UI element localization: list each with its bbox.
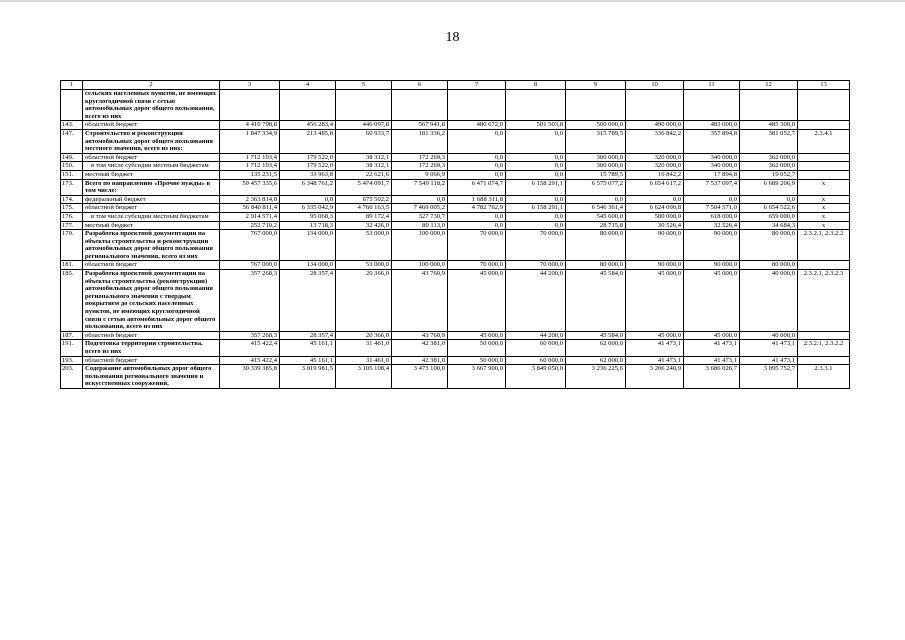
value-cell: 28 715,8 xyxy=(566,221,626,230)
value-cell: 0,0 xyxy=(448,170,506,179)
value-cell: 80 000,0 xyxy=(740,230,798,261)
value-cell: 41 473,1 xyxy=(740,356,798,365)
code-cell xyxy=(798,261,850,270)
value-cell: 1 712 103,4 xyxy=(220,162,280,171)
value-cell: 1 712 103,4 xyxy=(220,153,280,162)
code-cell: x xyxy=(798,221,850,230)
value-cell: 80 000,0 xyxy=(566,261,626,270)
value-cell: 45 000,0 xyxy=(626,270,684,332)
row-number: 173. xyxy=(61,179,83,195)
value-cell xyxy=(448,90,506,121)
value-cell: 320 000,0 xyxy=(626,162,684,171)
value-cell: 0,0 xyxy=(448,129,506,153)
code-cell: 2.3.2.1, 2.3.2.3 xyxy=(798,270,850,332)
row-name: областной бюджет xyxy=(83,153,220,162)
table-row xyxy=(61,179,850,195)
value-cell xyxy=(566,90,626,121)
value-cell: 340 000,0 xyxy=(684,153,740,162)
value-cell: 0,0 xyxy=(448,153,506,162)
row-name: областной бюджет xyxy=(83,261,220,270)
column-header: 5 xyxy=(336,81,392,90)
code-cell: x xyxy=(798,204,850,213)
table-row xyxy=(61,212,850,221)
row-number: 185. xyxy=(61,270,83,332)
row-name: местный бюджет xyxy=(83,170,220,179)
code-cell: 2.3.3.1 xyxy=(798,365,850,389)
value-cell: 43 760,9 xyxy=(392,270,448,332)
row-number: 143. xyxy=(61,121,83,130)
value-cell: 135 231,5 xyxy=(220,170,280,179)
value-cell: 3 473 100,0 xyxy=(392,365,448,389)
table-row xyxy=(61,230,850,261)
value-cell: 446 097,8 xyxy=(336,121,392,130)
value-cell: 6 471 074,7 xyxy=(448,179,506,195)
table-row xyxy=(61,356,850,365)
column-header: 6 xyxy=(392,81,448,90)
value-cell: 7 549 118,2 xyxy=(392,179,448,195)
value-cell: 95 068,3 xyxy=(280,212,336,221)
value-cell: 767 000,0 xyxy=(220,230,280,261)
row-number: 187. xyxy=(61,331,83,340)
value-cell: 483 000,0 xyxy=(684,121,740,130)
value-cell: 485 300,0 xyxy=(740,121,798,130)
value-cell: 100 000,0 xyxy=(392,230,448,261)
value-cell: 31 461,0 xyxy=(336,340,392,356)
value-cell: 62 000,0 xyxy=(566,356,626,365)
code-cell xyxy=(798,356,850,365)
value-cell: 19 052,7 xyxy=(740,170,798,179)
row-name: в том числе субсидии местным бюджетам xyxy=(83,162,220,171)
code-cell: x xyxy=(798,212,850,221)
value-cell: 4 410 798,8 xyxy=(220,121,280,130)
code-cell xyxy=(798,162,850,171)
column-header: 1 xyxy=(61,81,83,90)
row-name: Разработка проектной документации на объекты строительства (реконструкции) автомобильных дорог общего пользования регионального значения с твердым покрытием до сельских населенных пунктов, не имеющих круглогодичной связи с сетью автомобильных дорог общего пользования, всего из них xyxy=(83,270,220,332)
value-cell xyxy=(220,90,280,121)
value-cell: 3 236 225,6 xyxy=(566,365,626,389)
value-cell: 100 000,0 xyxy=(392,261,448,270)
column-header: 12 xyxy=(740,81,798,90)
budget-table xyxy=(60,80,850,389)
table-row xyxy=(61,261,850,270)
value-cell: 3 105 108,4 xyxy=(336,365,392,389)
value-cell: 675 502,2 xyxy=(336,195,392,204)
value-cell: 567 941,8 xyxy=(392,121,448,130)
value-cell: 60 000,0 xyxy=(506,356,566,365)
row-name: Всего по направлению «Прочие нужды» в том числе: xyxy=(83,179,220,195)
value-cell: 1 847 334,9 xyxy=(220,129,280,153)
value-cell: 4 766 163,5 xyxy=(336,204,392,213)
row-number: 174. xyxy=(61,195,83,204)
row-number: 175. xyxy=(61,204,83,213)
value-cell: 0,0 xyxy=(506,153,566,162)
value-cell: 0,0 xyxy=(280,195,336,204)
row-number: 177. xyxy=(61,221,83,230)
value-cell: 62 000,0 xyxy=(566,340,626,356)
code-cell xyxy=(798,170,850,179)
value-cell: 300 000,0 xyxy=(566,162,626,171)
row-name: областной бюджет xyxy=(83,204,220,213)
value-cell: 6 546 361,4 xyxy=(566,204,626,213)
value-cell xyxy=(740,90,798,121)
value-cell: 134 000,0 xyxy=(280,261,336,270)
value-cell: 45 584,0 xyxy=(566,331,626,340)
value-cell: 45 161,1 xyxy=(280,356,336,365)
value-cell: 70 000,0 xyxy=(448,261,506,270)
value-cell: 89 172,4 xyxy=(336,212,392,221)
value-cell: 618 000,0 xyxy=(684,212,740,221)
table-row xyxy=(61,121,850,130)
row-name: Содержание автомобильных дорог общего пользования регионального значения и искусственных сооружений, xyxy=(83,365,220,389)
value-cell: 28 357,4 xyxy=(280,270,336,332)
row-name: Подготовка территории строительства, всего из них xyxy=(83,340,220,356)
value-cell: 41 473,1 xyxy=(626,356,684,365)
value-cell: 0,0 xyxy=(684,195,740,204)
value-cell: 41 473,1 xyxy=(684,356,740,365)
column-header: 4 xyxy=(280,81,336,90)
header-row xyxy=(61,81,850,90)
column-header: 11 xyxy=(684,81,740,90)
column-header: 10 xyxy=(626,81,684,90)
value-cell: 50 000,0 xyxy=(448,340,506,356)
value-cell: 17 894,8 xyxy=(684,170,740,179)
row-number: 181. xyxy=(61,261,83,270)
value-cell: 80 113,0 xyxy=(392,221,448,230)
value-cell: 6 575 077,2 xyxy=(566,179,626,195)
value-cell: 45 000,0 xyxy=(448,331,506,340)
value-cell: 362 000,0 xyxy=(740,162,798,171)
value-cell: 41 473,1 xyxy=(740,340,798,356)
value-cell: 60 933,7 xyxy=(336,129,392,153)
value-cell: 659 000,0 xyxy=(740,212,798,221)
row-name: Строительство и реконструкция автомобильных дорог общего пользования местного значения, всего из них: xyxy=(83,129,220,153)
table-row xyxy=(61,365,850,389)
value-cell: 0,0 xyxy=(506,195,566,204)
value-cell: 0,0 xyxy=(506,212,566,221)
table-row xyxy=(61,195,850,204)
value-cell: 172 269,3 xyxy=(392,162,448,171)
value-cell: 31 461,0 xyxy=(336,356,392,365)
value-cell: 32 526,4 xyxy=(684,221,740,230)
value-cell: 59 457 335,6 xyxy=(220,179,280,195)
value-cell: 0,0 xyxy=(626,195,684,204)
value-cell: 3 019 981,5 xyxy=(280,365,336,389)
value-cell: 53 000,0 xyxy=(336,261,392,270)
value-cell: 0,0 xyxy=(392,195,448,204)
value-cell: 42 381,0 xyxy=(392,340,448,356)
row-number xyxy=(61,90,83,121)
value-cell: 70 000,0 xyxy=(448,230,506,261)
value-cell: 480 672,0 xyxy=(448,121,506,130)
value-cell: 80 000,0 xyxy=(740,261,798,270)
value-cell: 252 710,2 xyxy=(220,221,280,230)
code-cell: x xyxy=(798,195,850,204)
row-name: областной бюджет xyxy=(83,331,220,340)
value-cell: 40 000,0 xyxy=(740,270,798,332)
value-cell: 0,0 xyxy=(506,162,566,171)
value-cell: 300 000,0 xyxy=(566,153,626,162)
value-cell: 0,0 xyxy=(506,129,566,153)
value-cell: 9 066,9 xyxy=(392,170,448,179)
top-rule xyxy=(0,0,905,2)
value-cell: 90 000,0 xyxy=(684,261,740,270)
table-row xyxy=(61,129,850,153)
value-cell: 6 624 090,8 xyxy=(626,204,684,213)
table-row xyxy=(61,90,850,121)
row-name: областной бюджет xyxy=(83,356,220,365)
value-cell: 357 268,3 xyxy=(220,331,280,340)
row-name: сельских населенных пунктов, не имеющих круглогодичной связи с сетью автомобильных дорог общего пользования, всего из них xyxy=(83,90,220,121)
row-number: 179. xyxy=(61,230,83,261)
table-row xyxy=(61,270,850,332)
value-cell: 0,0 xyxy=(448,221,506,230)
value-cell: 56 840 811,4 xyxy=(220,204,280,213)
value-cell: 53 000,0 xyxy=(336,230,392,261)
value-cell: 20 366,0 xyxy=(336,331,392,340)
value-cell: 45 000,0 xyxy=(684,270,740,332)
code-cell xyxy=(798,153,850,162)
value-cell: 5 474 091,7 xyxy=(336,179,392,195)
value-cell: 767 000,0 xyxy=(220,261,280,270)
value-cell: 50 000,0 xyxy=(448,356,506,365)
value-cell: 2 914 571,4 xyxy=(220,212,280,221)
value-cell: 1 688 311,8 xyxy=(448,195,506,204)
value-cell xyxy=(336,90,392,121)
value-cell: 134 000,0 xyxy=(280,230,336,261)
value-cell: 415 422,4 xyxy=(220,340,280,356)
row-number: 150. xyxy=(61,162,83,171)
value-cell: 70 000,0 xyxy=(506,230,566,261)
value-cell: 15 789,5 xyxy=(566,170,626,179)
table-row xyxy=(61,221,850,230)
column-header: 3 xyxy=(220,81,280,90)
value-cell: 3 206 240,9 xyxy=(626,365,684,389)
value-cell: 32 426,0 xyxy=(336,221,392,230)
row-name: в том числе субсидии местным бюджетам xyxy=(83,212,220,221)
code-cell xyxy=(798,90,850,121)
value-cell: 0,0 xyxy=(506,170,566,179)
value-cell: 6 335 042,9 xyxy=(280,204,336,213)
value-cell: 7 537 097,4 xyxy=(684,179,740,195)
value-cell: 3 686 026,7 xyxy=(684,365,740,389)
code-cell xyxy=(798,331,850,340)
value-cell xyxy=(280,90,336,121)
value-cell: 415 422,4 xyxy=(220,356,280,365)
page-number: 18 xyxy=(445,30,460,45)
value-cell: 0,0 xyxy=(448,212,506,221)
table-row xyxy=(61,170,850,179)
value-cell: 340 000,0 xyxy=(684,162,740,171)
row-number: 149. xyxy=(61,153,83,162)
table-row xyxy=(61,331,850,340)
row-number: 203. xyxy=(61,365,83,389)
value-cell: 545 600,0 xyxy=(566,212,626,221)
value-cell: 381 052,7 xyxy=(740,129,798,153)
value-cell: 4 782 762,9 xyxy=(448,204,506,213)
value-cell: 90 000,0 xyxy=(626,230,684,261)
value-cell: 6 348 761,2 xyxy=(280,179,336,195)
value-cell: 6 654 617,2 xyxy=(626,179,684,195)
value-cell: 315 789,5 xyxy=(566,129,626,153)
row-number: 193. xyxy=(61,356,83,365)
row-number: 147. xyxy=(61,129,83,153)
table-row xyxy=(61,340,850,356)
table-body xyxy=(61,90,850,389)
value-cell: 38 312,1 xyxy=(336,153,392,162)
value-cell: 580 000,0 xyxy=(626,212,684,221)
value-cell: 181 336,2 xyxy=(392,129,448,153)
value-cell: 42 381,0 xyxy=(392,356,448,365)
value-cell: 80 000,0 xyxy=(566,230,626,261)
value-cell: 44 200,0 xyxy=(506,270,566,332)
value-cell: 34 684,3 xyxy=(740,221,798,230)
value-cell: 179 522,0 xyxy=(280,162,336,171)
value-cell: 40 000,0 xyxy=(740,331,798,340)
table-row xyxy=(61,204,850,213)
value-cell: 3 095 752,7 xyxy=(740,365,798,389)
value-cell: 6 158 291,1 xyxy=(506,179,566,195)
value-cell: 43 760,9 xyxy=(392,331,448,340)
row-number: 151. xyxy=(61,170,83,179)
value-cell: 45 000,0 xyxy=(448,270,506,332)
value-cell: 320 000,0 xyxy=(626,153,684,162)
row-number: 176. xyxy=(61,212,83,221)
code-cell: 2.3.2.1, 2.3.2.2 xyxy=(798,340,850,356)
value-cell: 3 849 050,0 xyxy=(506,365,566,389)
value-cell: 6 689 206,9 xyxy=(740,179,798,195)
column-header: 13 xyxy=(798,81,850,90)
value-cell: 7 504 571,0 xyxy=(684,204,740,213)
value-cell: 44 200,0 xyxy=(506,331,566,340)
value-cell: 30 526,4 xyxy=(626,221,684,230)
value-cell xyxy=(392,90,448,121)
value-cell: 6 654 522,6 xyxy=(740,204,798,213)
value-cell: 41 473,1 xyxy=(684,340,740,356)
value-cell xyxy=(684,90,740,121)
value-cell: 0,0 xyxy=(740,195,798,204)
column-header: 7 xyxy=(448,81,506,90)
value-cell: 6 158 291,1 xyxy=(506,204,566,213)
value-cell xyxy=(626,90,684,121)
value-cell: 45 584,0 xyxy=(566,270,626,332)
row-name: федеральный бюджет xyxy=(83,195,220,204)
table-row xyxy=(61,162,850,171)
value-cell: 0,0 xyxy=(506,221,566,230)
row-name: областной бюджет xyxy=(83,121,220,130)
value-cell: 500 000,0 xyxy=(566,121,626,130)
value-cell: 30 339 385,8 xyxy=(220,365,280,389)
value-cell: 336 842,2 xyxy=(626,129,684,153)
value-cell: 22 621,6 xyxy=(336,170,392,179)
value-cell: 0,0 xyxy=(566,195,626,204)
value-cell: 90 000,0 xyxy=(684,230,740,261)
row-number: 191. xyxy=(61,340,83,356)
code-cell: x xyxy=(798,179,850,195)
value-cell: 90 000,0 xyxy=(626,261,684,270)
value-cell: 179 522,0 xyxy=(280,153,336,162)
value-cell: 3 667 900,0 xyxy=(448,365,506,389)
value-cell: 60 000,0 xyxy=(506,340,566,356)
code-cell: 2.3.2.1, 2.3.2.2 xyxy=(798,230,850,261)
value-cell: 13 718,3 xyxy=(280,221,336,230)
value-cell: 0,0 xyxy=(448,162,506,171)
value-cell: 362 000,0 xyxy=(740,153,798,162)
row-name: местный бюджет xyxy=(83,221,220,230)
value-cell: 357 894,8 xyxy=(684,129,740,153)
value-cell: 357 268,3 xyxy=(220,270,280,332)
row-name: Разработка проектной документации на объекты строительства и реконструкции автомобильных дорог общего пользования регионального значения, всего из них xyxy=(83,230,220,261)
value-cell: 70 000,0 xyxy=(506,261,566,270)
value-cell: 2 363 814,0 xyxy=(220,195,280,204)
column-header: 9 xyxy=(566,81,626,90)
value-cell: 490 000,0 xyxy=(626,121,684,130)
value-cell: 456 283,4 xyxy=(280,121,336,130)
table-row xyxy=(61,153,850,162)
value-cell: 213 485,8 xyxy=(280,129,336,153)
value-cell: 20 366,0 xyxy=(336,270,392,332)
value-cell: 28 357,4 xyxy=(280,331,336,340)
column-header: 2 xyxy=(83,81,220,90)
value-cell: 38 312,1 xyxy=(336,162,392,171)
value-cell: 45 000,0 xyxy=(626,331,684,340)
value-cell: 45 161,1 xyxy=(280,340,336,356)
column-header: 8 xyxy=(506,81,566,90)
value-cell xyxy=(506,90,566,121)
value-cell: 327 730,7 xyxy=(392,212,448,221)
value-cell: 501 503,8 xyxy=(506,121,566,130)
value-cell: 172 269,3 xyxy=(392,153,448,162)
value-cell: 41 473,1 xyxy=(626,340,684,356)
value-cell: 7 469 005,2 xyxy=(392,204,448,213)
code-cell: 2.3.4.1 xyxy=(798,129,850,153)
code-cell xyxy=(798,121,850,130)
value-cell: 45 000,0 xyxy=(684,331,740,340)
value-cell: 16 842,2 xyxy=(626,170,684,179)
value-cell: 33 963,8 xyxy=(280,170,336,179)
